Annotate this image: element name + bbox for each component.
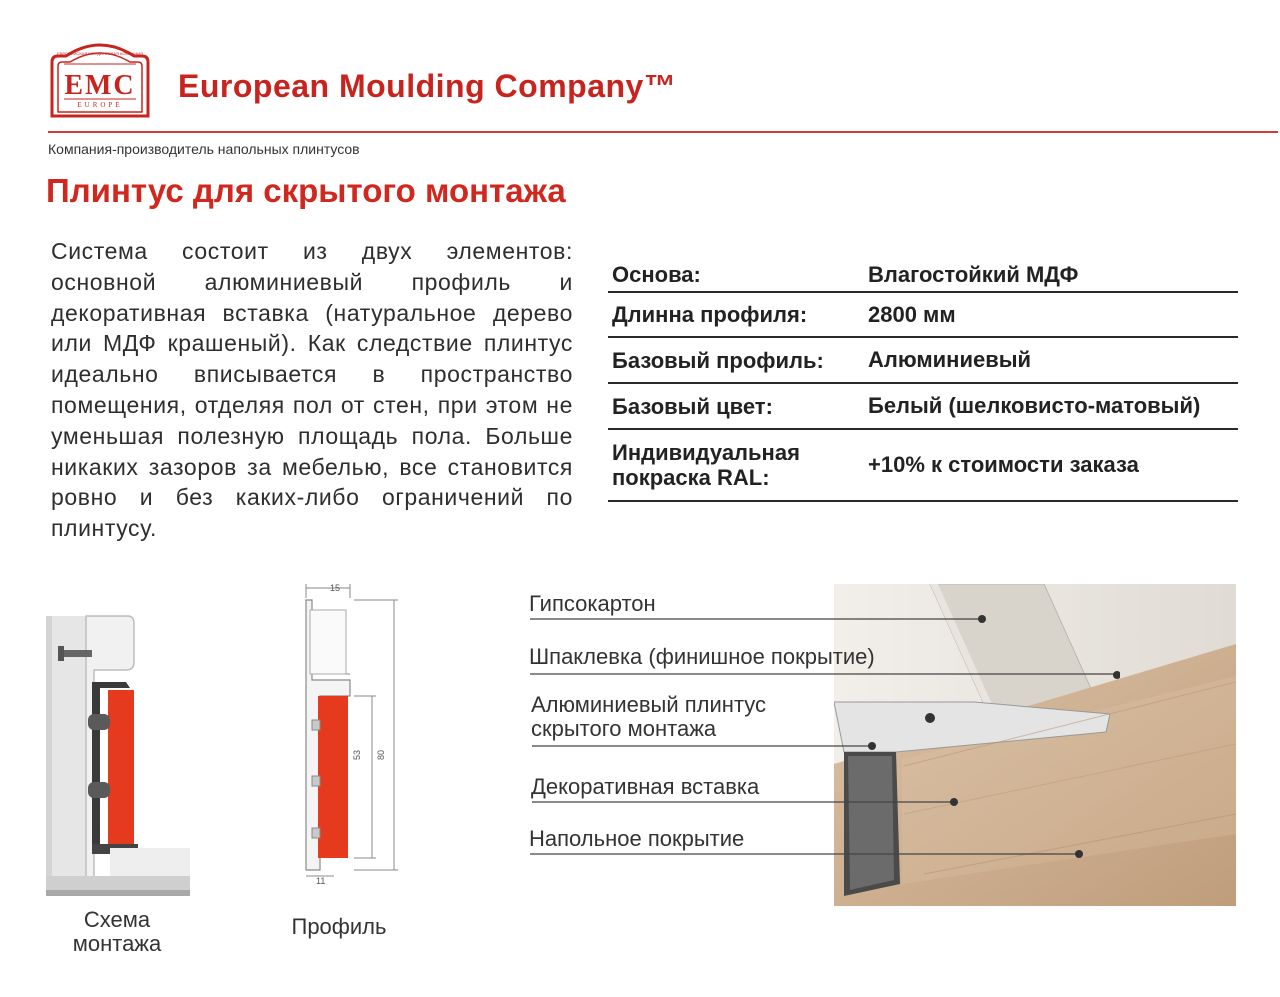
- spec-label: Индивидуальная покраска RAL:: [612, 440, 800, 490]
- logo-arc-text: ЕВРОПЕЙСКАЯ МОЛДИНГОВАЯ КОМПАНИЯ: [56, 51, 144, 56]
- spec-row: [608, 384, 1238, 430]
- profile-drawing: [294, 580, 410, 886]
- layer-label-aluminium-baseboard: Алюминиевый плинтус скрытого монтажа: [531, 692, 767, 741]
- profile-caption: Профиль: [291, 914, 387, 939]
- spec-label: Базовый профиль:: [612, 347, 824, 373]
- spec-value: +10% к стоимости заказа: [868, 452, 1139, 477]
- page-title: Плинтус для скрытого монтажа: [46, 172, 566, 209]
- layer-label-drywall: Гипсокартон: [529, 591, 656, 616]
- mounting-scheme-drawing: [44, 612, 190, 897]
- logo-subtext: EUROPE: [77, 101, 123, 109]
- spec-row: [608, 293, 1238, 338]
- spec-label: Базовый цвет:: [612, 393, 773, 419]
- dim-total-height: 80: [376, 749, 386, 760]
- company-logo: [48, 40, 152, 118]
- logo-text: EMC: [64, 70, 136, 101]
- dim-top-width: 15: [330, 583, 341, 593]
- spec-value: Алюминиевый: [868, 347, 1032, 372]
- spec-row: [608, 430, 1238, 502]
- layer-label-floor-covering: Напольное покрытие: [529, 826, 745, 851]
- tagline: Компания-производитель напольных плинтусов: [48, 141, 360, 157]
- dim-insert-height: 53: [352, 749, 362, 760]
- spec-row: [608, 338, 1238, 384]
- spec-label: Основа:: [612, 262, 701, 287]
- layer-label-decorative-insert: Декоративная вставка: [531, 774, 760, 799]
- description-text: Система состоит из двух элементов: основной алюминиевый профиль и декоративная вставка (натуральное дерево или МДФ крашеный). Как следствие плинтус идеально вписывается в пространство помещения, отделяя пол от стен, при этом не уменьшая полезную площадь пола. Больше никаких зазоров за мебелью, все становится ровно и без каких-либо ограничений по плинтусу.: [51, 238, 573, 542]
- spec-value: Влагостойкий МДФ: [868, 261, 1079, 287]
- spec-row: [608, 258, 1238, 293]
- spec-table: [608, 258, 1238, 502]
- spec-label: Длинна профиля:: [612, 302, 808, 327]
- spec-value: 2800 мм: [868, 301, 956, 327]
- spec-value: Белый (шелковисто-матовый): [868, 393, 1201, 418]
- header-divider: [48, 131, 1278, 133]
- brand-name: European Moulding Company™: [178, 68, 677, 104]
- leader-lines: [520, 600, 1120, 870]
- layer-label-putty: Шпаклевка (финишное покрытие): [529, 644, 875, 669]
- mounting-caption: Схема монтажа: [72, 907, 162, 956]
- dim-bottom-width: 11: [316, 876, 326, 886]
